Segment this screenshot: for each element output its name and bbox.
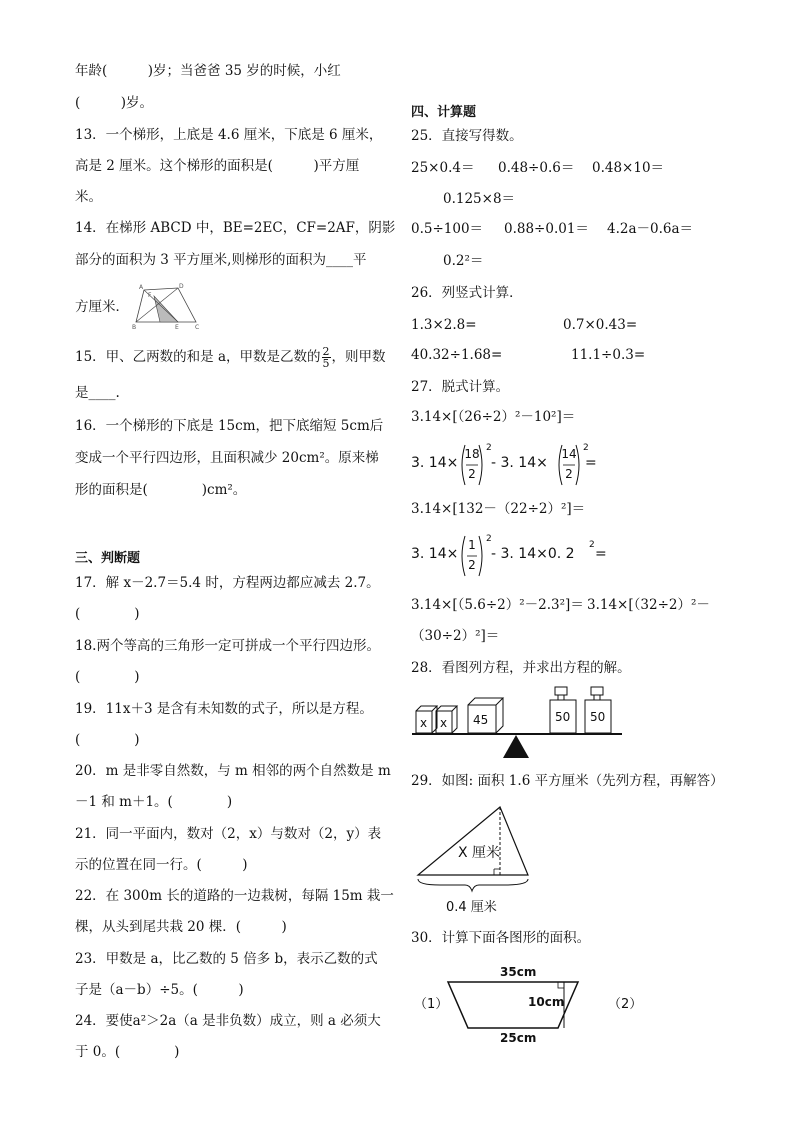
question-16: 16．一个梯形的下底是 15cm，把下底缩短 5cm后 <box>75 418 384 434</box>
denominator: 2 <box>468 467 476 481</box>
triangle-figure <box>410 795 550 920</box>
expr-part: 3. 14× <box>411 546 459 562</box>
expr-part: - 3. 14×0. 2 <box>491 546 575 562</box>
expr-part: = <box>585 455 597 471</box>
expression: 0.88÷0.01＝ <box>504 221 589 237</box>
expr-part: - 3. 14× <box>491 455 548 471</box>
exponent: 2 <box>589 540 595 550</box>
label-e: E <box>175 324 179 330</box>
figure-number-2: （2） <box>608 997 643 1012</box>
text-line: 于 0。( ) <box>75 1044 180 1060</box>
expr-part: 3. 14× <box>411 455 459 471</box>
text-line: 形的面积是( )cm²。 <box>75 482 247 498</box>
expression: 4.2a－0.6a＝ <box>607 221 694 237</box>
denominator: 2 <box>468 558 476 572</box>
text-line: 是____. <box>75 385 120 401</box>
trapezoid-area-figure <box>410 960 650 1045</box>
question-27: 27．脱式计算。 <box>411 379 510 395</box>
numerator: 18 <box>464 447 480 461</box>
expression: 3.14×[（26÷2）²－10²]＝ <box>411 409 576 425</box>
expression: 0.2²＝ <box>443 253 484 269</box>
section-heading-judgment: 三、判断题 <box>75 551 141 566</box>
question-30: 30．计算下面各图形的面积。 <box>411 930 591 946</box>
weight-50-label: 50 <box>555 710 571 724</box>
section-heading-calculation: 四、计算题 <box>411 105 477 120</box>
text-line: －1 和 m＋1。( ) <box>75 794 233 810</box>
height-label: X 厘米 <box>458 845 501 861</box>
q15-text-end: ，则甲数 <box>331 349 386 365</box>
label-a: A <box>139 284 144 291</box>
box-x-label: x <box>440 716 448 730</box>
text-line: 变成一个平行四边形，且面积减少 20cm²。原来梯 <box>75 450 379 466</box>
box-x-label: x <box>420 716 428 730</box>
question-18: 18.两个等高的三角形一定可拼成一个平行四边形。 <box>75 638 380 654</box>
denominator: 2 <box>565 467 573 481</box>
text-line: ( )岁。 <box>75 95 154 111</box>
label-f: F <box>148 292 152 299</box>
trapezoid-abcd-figure <box>130 282 205 330</box>
numerator: 2 <box>322 345 330 358</box>
denominator: 5 <box>322 357 330 370</box>
expression: 0.48÷0.6＝ <box>498 160 575 176</box>
expression: 0.5÷100＝ <box>411 221 484 237</box>
q15-text: 15．甲、乙两数的和是 a，甲数是乙数的 <box>75 349 321 365</box>
figure-number-1: （1） <box>414 997 449 1012</box>
question-25: 25．直接写得数。 <box>411 128 523 144</box>
base-label: 0.4 厘米 <box>446 900 497 915</box>
expression: 1.3×2.8= <box>411 317 477 333</box>
text-line: 示的位置在同一行。( ) <box>75 857 248 873</box>
expression: 3.14×[（32÷2）²－ <box>587 597 710 613</box>
exponent: 2 <box>583 443 589 453</box>
question-15 <box>75 346 386 369</box>
numerator: 14 <box>561 447 577 461</box>
exponent: 2 <box>486 534 492 544</box>
bottom-base-label: 25cm <box>500 1031 537 1045</box>
text-line: 棵，从头到尾共栽 20 棵．( ) <box>75 919 287 935</box>
text-line: 方厘米． <box>75 299 129 315</box>
text-line: 部分的面积为 3 平方厘米,则梯形的面积为____平 <box>75 252 367 268</box>
question-21: 21．同一平面内，数对（2，x）与数对（2，y）表 <box>75 826 382 842</box>
height-label: 10cm <box>528 995 565 1009</box>
exponent: 2 <box>486 443 492 453</box>
weight-50-label: 50 <box>590 710 606 724</box>
question-13: 13．一个梯形，上底是 4.6 厘米，下底是 6 厘米， <box>75 127 383 143</box>
question-20: 20．m 是非零自然数，与 m 相邻的两个自然数是 m <box>75 763 391 779</box>
expression: 25×0.4＝ <box>411 160 475 176</box>
label-d: D <box>179 283 184 290</box>
expression: 0.7×0.43= <box>563 317 638 333</box>
answer-blank: ( ) <box>75 669 140 685</box>
label-c: C <box>195 324 200 330</box>
question-14: 14．在梯形 ABCD 中，BE=2EC，CF=2AF，阴影 <box>75 220 396 236</box>
question-28: 28．看图列方程，并求出方程的解。 <box>411 660 631 676</box>
expression: 3.14×[132－（22÷2）²]＝ <box>411 501 586 517</box>
numerator: 1 <box>468 538 476 552</box>
text-line: 米。 <box>75 189 102 205</box>
text-line: 子是（a－b）÷5。( ) <box>75 982 244 998</box>
expr-part: = <box>595 546 607 562</box>
box-45-label: 45 <box>473 713 489 727</box>
question-24: 24．要使a²＞2a（a 是非负数）成立，则 a 必须大 <box>75 1013 381 1029</box>
balance-scale-figure <box>410 683 625 761</box>
expression: 0.48×10＝ <box>592 160 665 176</box>
text-line: 年龄( )岁；当爸爸 35 岁的时候，小红 <box>75 63 341 79</box>
question-29: 29．如图: 面积 1.6 平方厘米（先列方程，再解答） <box>411 773 724 789</box>
label-b: B <box>132 324 137 330</box>
expression: 3.14×[（5.6÷2）²－2.3²]＝ <box>411 597 584 613</box>
expression: 0.125×8＝ <box>443 191 516 207</box>
expression: 11.1÷0.3= <box>571 347 646 363</box>
expression: 40.32÷1.68= <box>411 347 503 363</box>
answer-blank: ( ) <box>75 606 140 622</box>
question-26: 26．列竖式计算． <box>411 285 523 301</box>
answer-blank: ( ) <box>75 732 140 748</box>
question-23: 23．甲数是 a，比乙数的 5 倍多 b，表示乙数的式 <box>75 951 378 967</box>
expression: （30÷2）²]＝ <box>411 628 500 644</box>
question-22: 22．在 300m 长的道路的一边栽树，每隔 15m 栽一 <box>75 888 394 904</box>
question-19: 19．11x＋3 是含有未知数的式子，所以是方程。 <box>75 701 373 717</box>
text-line: 高是 2 厘米。这个梯形的面积是( )平方厘 <box>75 158 360 174</box>
top-base-label: 35cm <box>500 965 537 979</box>
question-17: 17．解 x－2.7＝5.4 时，方程两边都应减去 2.7。 <box>75 575 380 591</box>
fraction <box>322 346 331 369</box>
